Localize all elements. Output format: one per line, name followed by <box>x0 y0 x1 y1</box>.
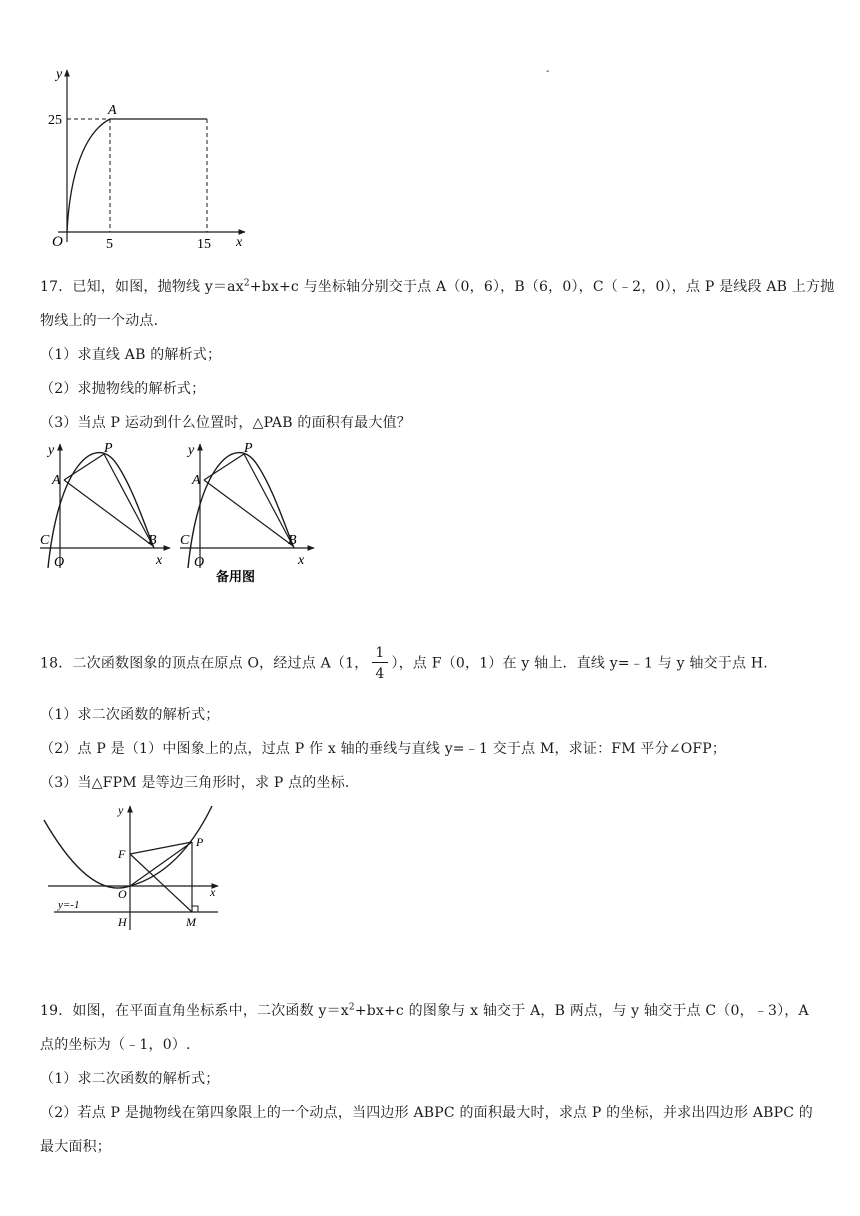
label-x: x <box>298 553 305 568</box>
label-f: F <box>118 847 126 861</box>
x-axis-label: x <box>236 235 243 250</box>
tick-25: 25 <box>48 113 62 128</box>
point-a-label: A <box>108 103 117 118</box>
q19-line1-post: +bx+c 的图象与 x 轴交于 A，B 两点，与 y 轴交于点 C（0，﹣3），A <box>354 1003 809 1019</box>
label-c: C <box>40 533 50 548</box>
label-c: C <box>180 533 190 548</box>
q17-line1-pre: 17．已知，如图，抛物线 y＝ax <box>40 279 244 295</box>
tick-5: 5 <box>106 237 113 252</box>
q19-part1: （1）求二次函数的解析式； <box>40 1071 220 1087</box>
q19-line2: 点的坐标为（﹣1，0）. <box>40 1037 191 1053</box>
tick-15: 15 <box>197 237 211 252</box>
q19-line1 <box>40 1000 809 1020</box>
figure-17-main <box>36 438 176 573</box>
label-x: x <box>156 553 163 568</box>
label-m: M <box>186 915 196 929</box>
parabola <box>188 453 294 568</box>
label-b: B <box>288 533 297 548</box>
q18-part3: （3）当△FPM 是等边三角形时，求 P 点的坐标. <box>40 775 350 791</box>
q18-line1-post: ），点 F（0，1）在 y 轴上．直线 y=﹣1 与 y 轴交于点 H. <box>391 655 768 672</box>
parabola <box>48 453 154 568</box>
fraction-one-quarter <box>372 646 387 681</box>
top-mark: - <box>546 66 550 77</box>
label-line-y-minus-1: y=-1 <box>58 899 80 911</box>
q19-part2-line1: （2）若点 P 是抛物线在第四象限上的一个动点，当四边形 ABPC 的面积最大时，求点 P 的坐标，并求出四边形 ABPC 的 <box>40 1105 814 1121</box>
segment-ap <box>204 454 244 480</box>
label-h: H <box>118 915 127 929</box>
label-x: x <box>210 885 216 899</box>
label-p: P <box>244 441 253 456</box>
segment-pb <box>104 454 153 546</box>
label-o: O <box>194 555 205 570</box>
right-angle-mark <box>192 906 198 912</box>
q18-part2: （2）点 P 是（1）中图象上的点，过点 P 作 x 轴的垂线与直线 y=﹣1 交于点 M，求证：FM 平分∠OFP； <box>40 741 727 757</box>
fraction-numerator: 1 <box>372 646 387 663</box>
q17-part3: （3）当点 P 运动到什么位置时，△PAB 的面积有最大值？ <box>40 415 411 431</box>
label-a: A <box>192 473 201 488</box>
curve-oa <box>67 119 110 232</box>
q17-part1: （1）求直线 AB 的解析式； <box>40 347 222 363</box>
spare-figure-caption: 备用图 <box>216 569 256 584</box>
q17-line1-sup: 2 <box>243 278 250 289</box>
q19-part2-line2: 最大面积； <box>40 1139 111 1155</box>
label-p: P <box>104 441 113 456</box>
q18-part1: （1）求二次函数的解析式； <box>40 707 220 723</box>
origin-label: O <box>52 234 63 250</box>
label-y: y <box>188 443 195 458</box>
label-p: P <box>196 835 204 849</box>
segment-ap <box>64 454 104 480</box>
figure-17-spare <box>176 438 326 588</box>
label-o: O <box>54 555 65 570</box>
figure-16-graph <box>40 62 260 252</box>
label-b: B <box>148 533 157 548</box>
q17-line1-post: +bx+c 与坐标轴分别交于点 A（0，6），B（6，0），C（﹣2，0），点 P 是线段 AB 上方抛 <box>249 279 835 295</box>
y-axis-label: y <box>56 67 63 82</box>
label-y: y <box>118 803 124 817</box>
q18-line1 <box>40 646 768 681</box>
q18-line1-pre: 18．二次函数图象的顶点在原点 O，经过点 A（1， <box>40 655 369 672</box>
q17-part2: （2）求抛物线的解析式； <box>40 381 206 397</box>
parabola <box>44 806 212 888</box>
figure-18-graph <box>40 800 230 935</box>
label-o: O <box>118 887 127 901</box>
q17-line2: 物线上的一个动点． <box>40 313 168 329</box>
fraction-denominator: 4 <box>375 666 385 682</box>
q17-line1 <box>40 276 834 296</box>
q19-line1-pre: 19．如图，在平面直角坐标系中，二次函数 y＝x <box>40 1003 349 1019</box>
segment-ab <box>204 480 293 546</box>
segment-ab <box>64 480 153 546</box>
segment-pb <box>244 454 293 546</box>
label-y: y <box>48 443 55 458</box>
label-a: A <box>52 473 61 488</box>
q19-line1-sup: 2 <box>348 1002 355 1013</box>
